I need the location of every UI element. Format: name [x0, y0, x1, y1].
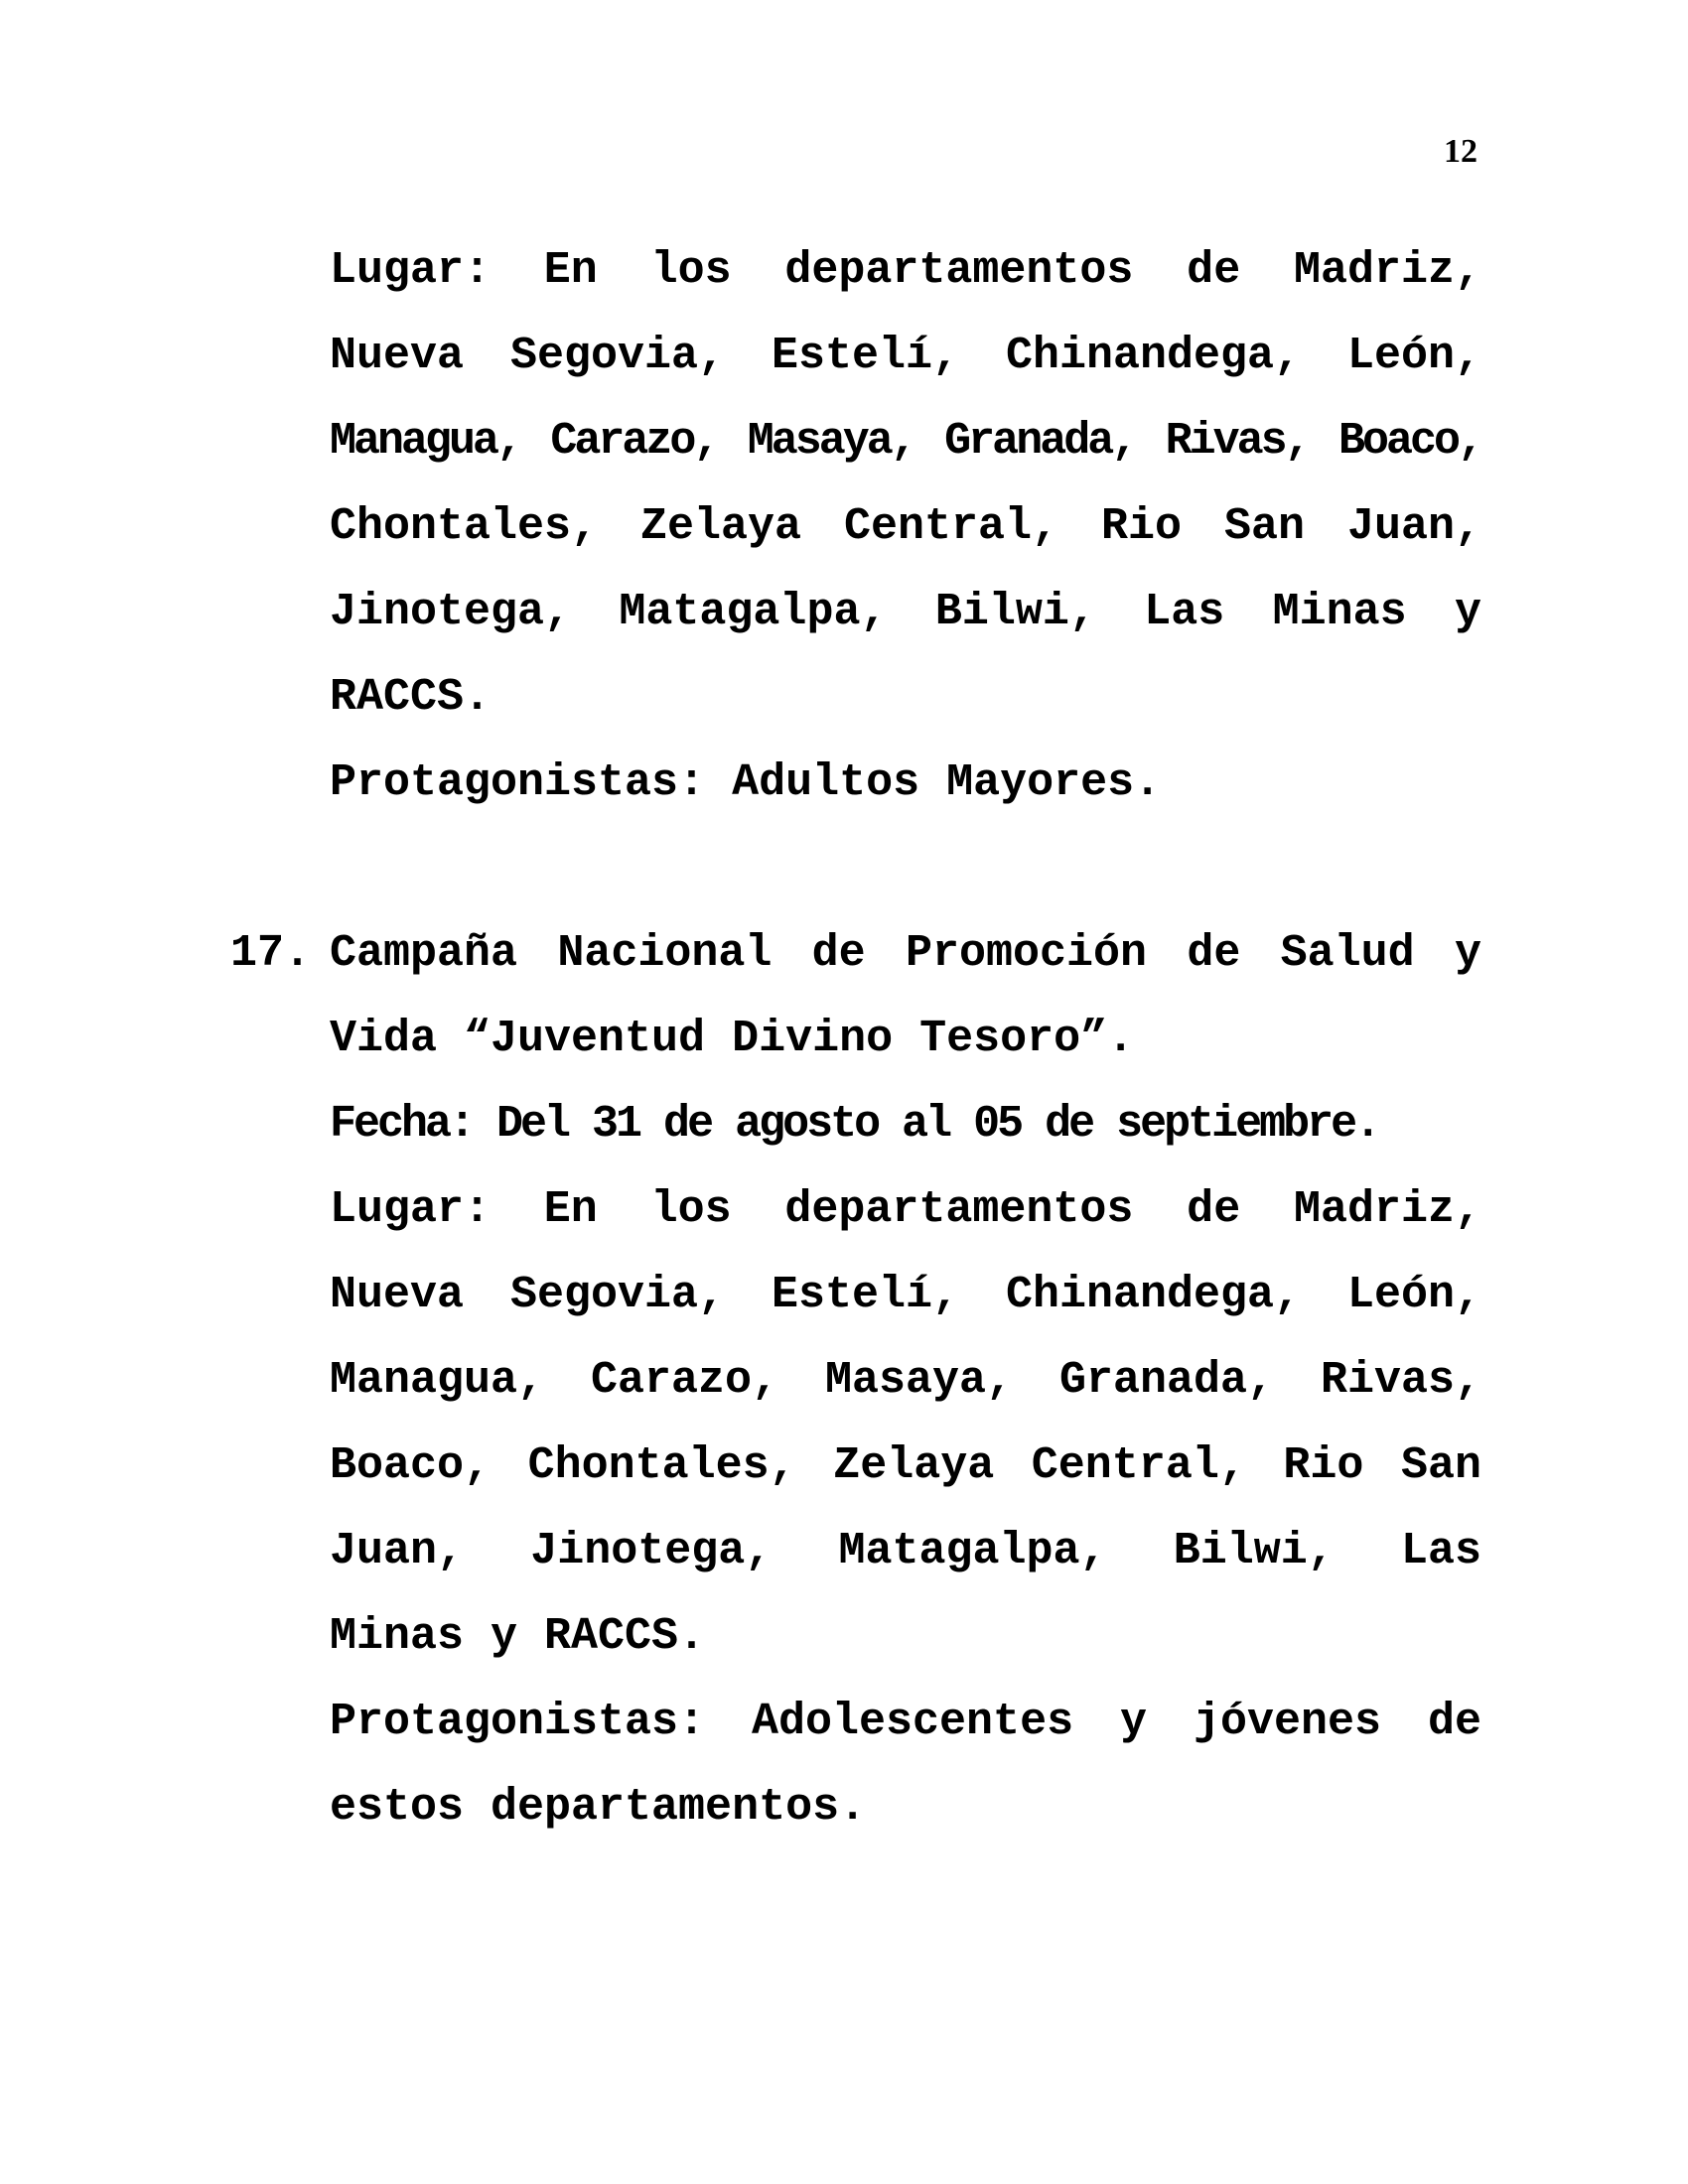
paragraph-gap — [330, 826, 1481, 911]
text-line: Lugar: En los departamentos de Madriz, — [330, 1184, 1481, 1235]
page-number: 12 — [1444, 133, 1477, 170]
text-line: Juan, Jinotega, Matagalpa, Bilwi, Las — [330, 1526, 1481, 1576]
text-line: Minas y RACCS. — [330, 1611, 706, 1662]
text-line: Boaco, Chontales, Zelaya Central, Rio San — [330, 1440, 1481, 1491]
text-line: Lugar: En los departamentos de Madriz, — [330, 245, 1481, 296]
text-line: estos departamentos. — [330, 1782, 867, 1833]
protagonistas-paragraph — [330, 1680, 1481, 1850]
document-body — [230, 228, 1481, 1850]
text-line: Vida “Juventud Divino Tesoro”. — [330, 1014, 1135, 1064]
text-line: RACCS. — [330, 672, 492, 723]
text-line: Managua, Carazo, Masaya, Granada, Rivas, Boaco, — [330, 416, 1481, 467]
text-line: Nueva Segovia, Estelí, Chinandega, León, — [330, 1270, 1481, 1320]
lugar-paragraph — [330, 1167, 1481, 1680]
item-title — [330, 911, 1481, 1082]
text-line: Managua, Carazo, Masaya, Granada, Rivas, — [330, 1355, 1481, 1406]
list-item-17 — [230, 911, 1481, 1850]
protagonistas-line: Protagonistas: Adultos Mayores. — [330, 757, 1162, 808]
text-line: Chontales, Zelaya Central, Rio San Juan, — [330, 501, 1481, 552]
previous-item-continuation — [330, 228, 1481, 826]
text-line: Campaña Nacional de Promoción de Salud y — [330, 928, 1481, 979]
lugar-paragraph — [330, 228, 1481, 741]
text-line: Nueva Segovia, Estelí, Chinandega, León, — [330, 331, 1481, 381]
text-line: Jinotega, Matagalpa, Bilwi, Las Minas y — [330, 587, 1481, 637]
text-line: Protagonistas: Adolescentes y jóvenes de — [330, 1697, 1481, 1747]
fecha-line: Fecha: Del 31 de agosto al 05 de septiembre. — [330, 1099, 1379, 1150]
list-item-number: 17. — [230, 928, 312, 979]
